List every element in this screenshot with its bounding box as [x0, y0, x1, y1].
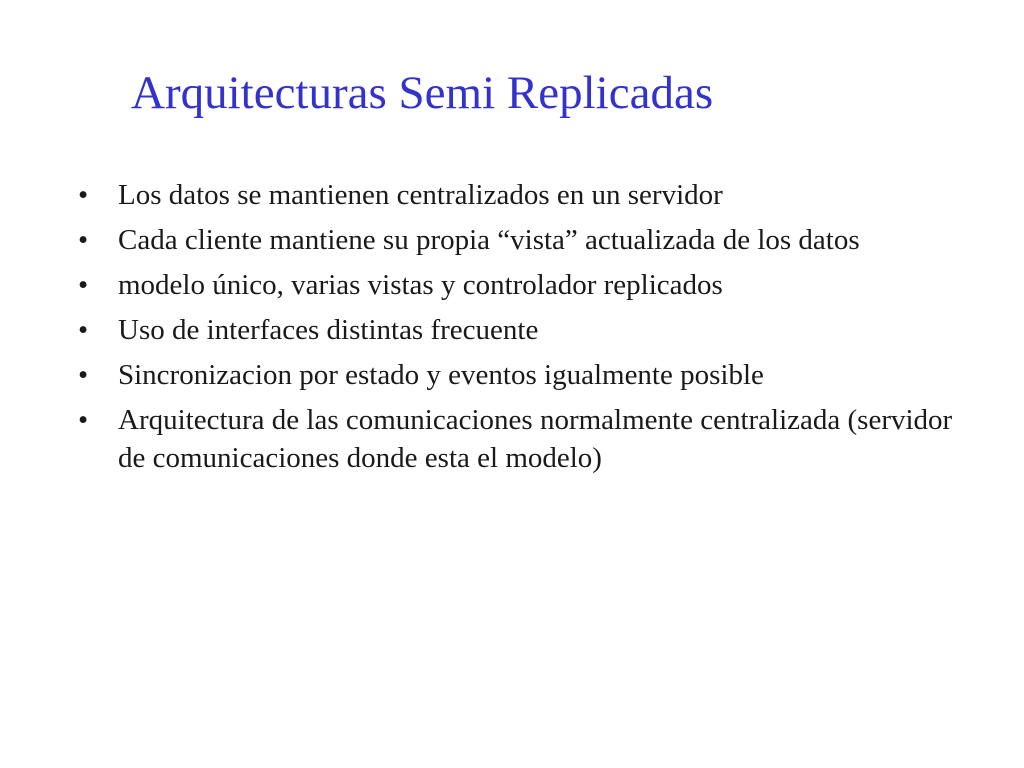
bullet-icon: • — [78, 404, 89, 436]
bullet-item — [75, 176, 955, 214]
bullet-text: Arquitectura de las comunicaciones normalmente centralizada (servidor de comunicaciones donde esta el modelo) — [118, 404, 953, 474]
bullet-list — [75, 176, 955, 484]
bullet-item — [75, 221, 955, 259]
bullet-text: Cada cliente mantiene su propia “vista” actualizada de los datos — [118, 224, 860, 256]
slide-title: Arquitecturas Semi Replicadas — [131, 67, 714, 119]
bullet-text: Sincronizacion por estado y eventos igualmente posible — [118, 359, 764, 391]
bullet-item — [75, 266, 955, 304]
bullet-text: Los datos se mantienen centralizados en un servidor — [118, 179, 723, 211]
bullet-text: Uso de interfaces distintas frecuente — [118, 314, 539, 346]
bullet-item — [75, 356, 955, 394]
bullet-icon: • — [78, 179, 89, 211]
bullet-item — [75, 311, 955, 349]
bullet-icon: • — [78, 224, 89, 256]
bullet-icon: • — [78, 359, 89, 391]
bullet-text: modelo único, varias vistas y controlador replicados — [118, 269, 723, 301]
bullet-icon: • — [78, 269, 89, 301]
bullet-icon: • — [78, 314, 89, 346]
bullet-item — [75, 401, 955, 477]
